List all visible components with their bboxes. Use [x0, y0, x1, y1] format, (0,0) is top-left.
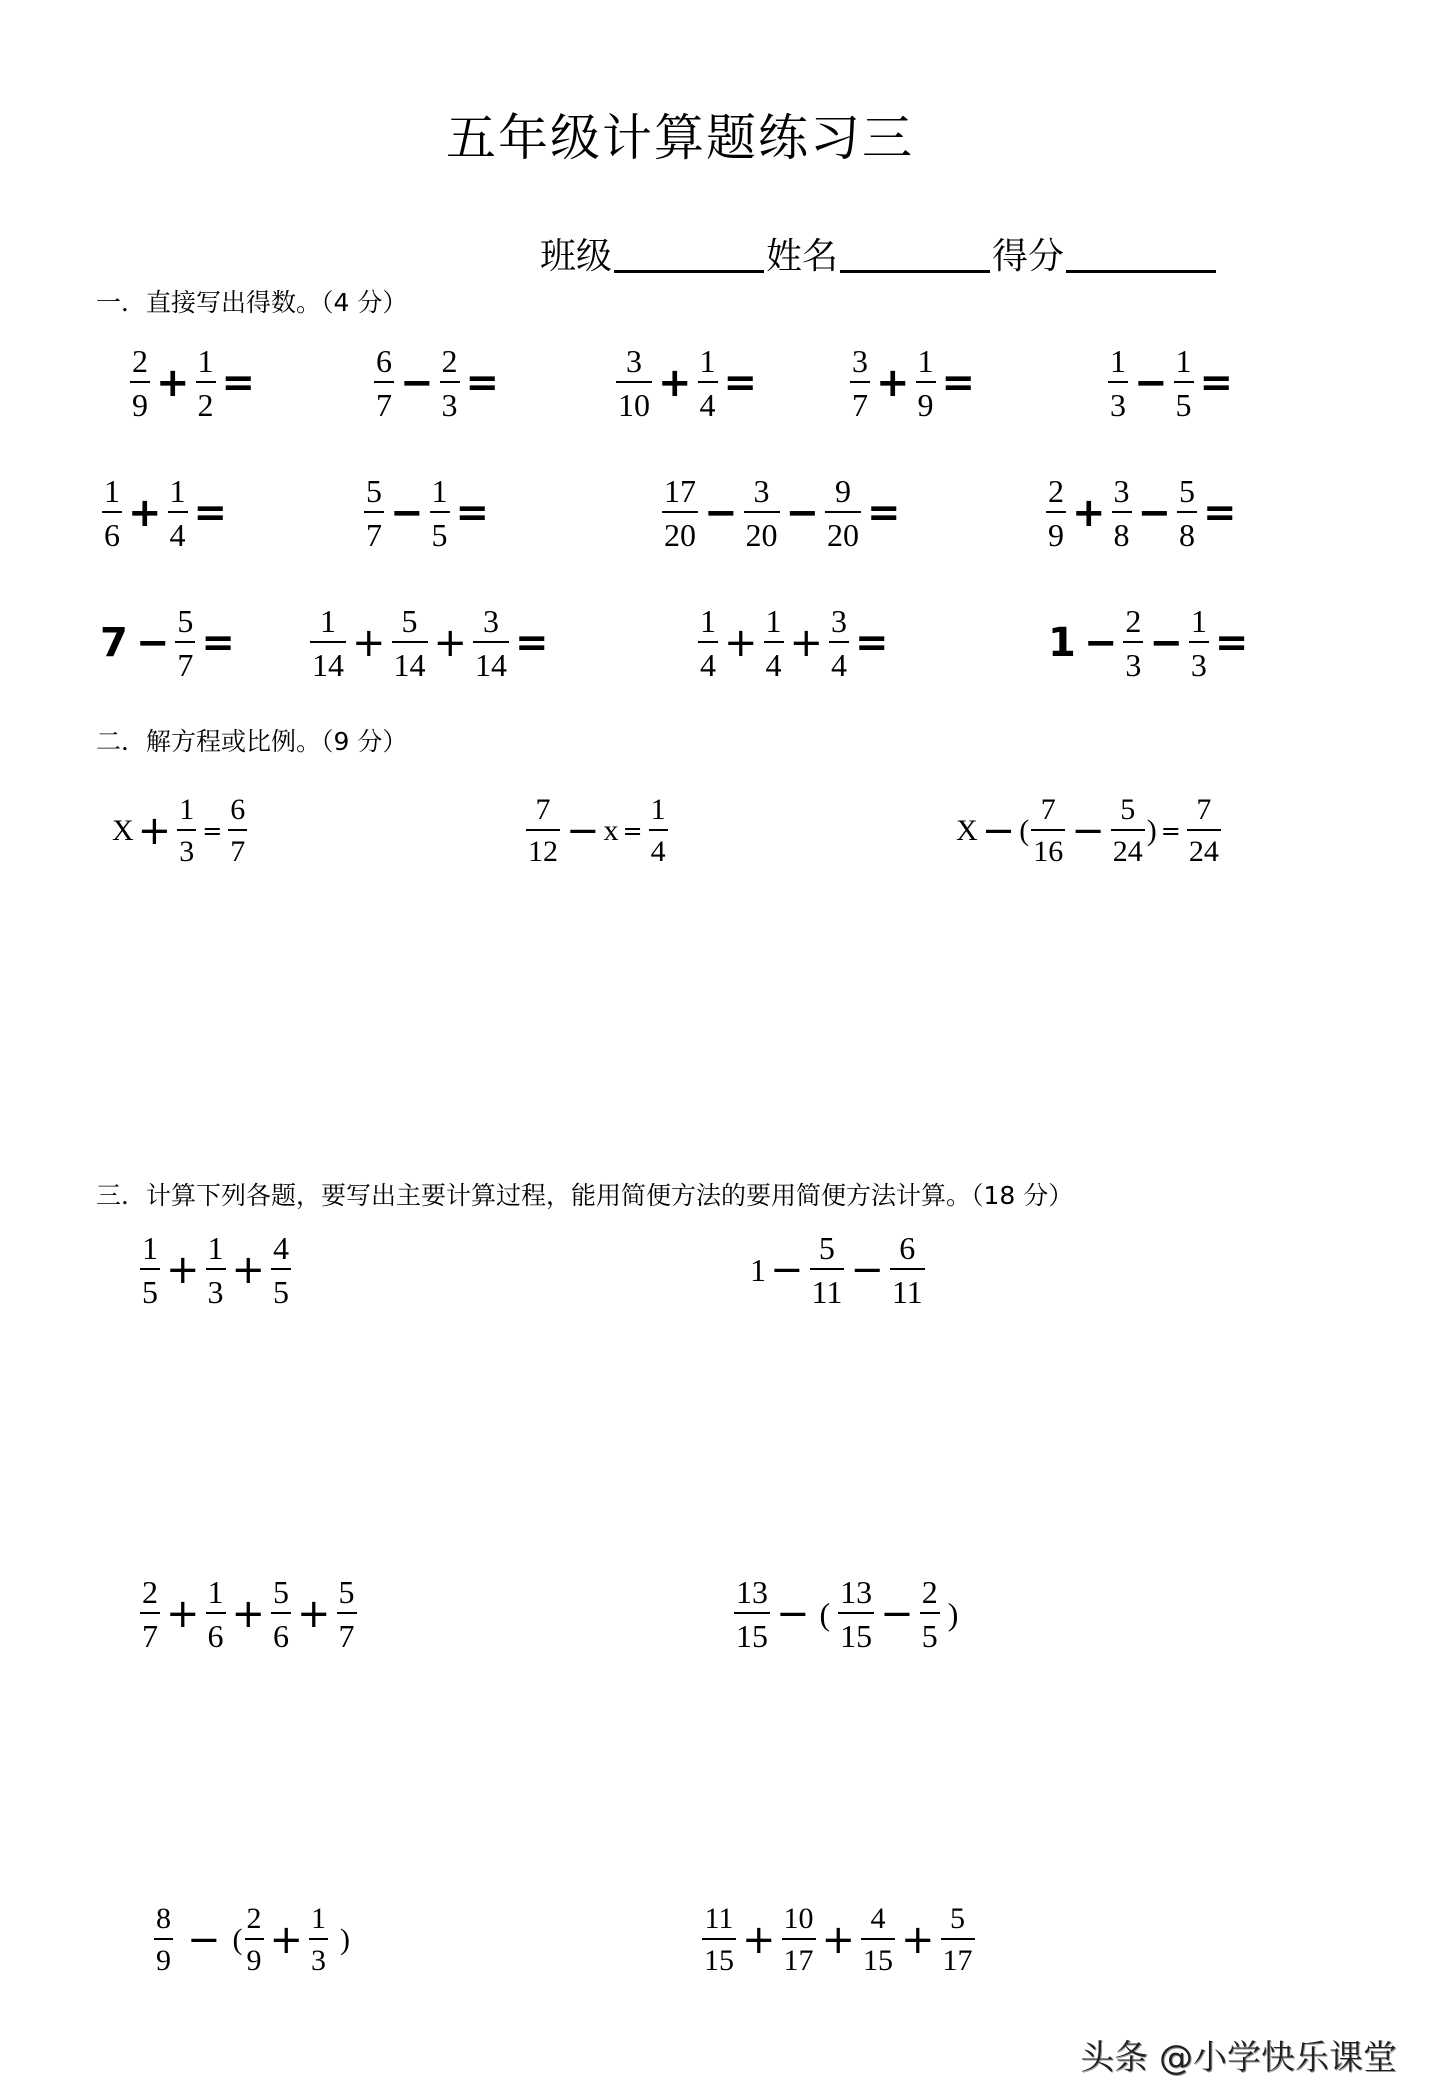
problem-1-12: $\frac{1}{4}$ + $\frac{1}{4}$ + $\frac{3}{4}$ = — [700, 603, 889, 683]
equation-2: $\frac{7}{12}$ − x = $\frac{1}{4}$ — [528, 793, 666, 868]
section1-heading: 一．直接写出得数。（4 分） — [96, 288, 408, 317]
equation-1: X + $\frac{1}{3}$ = $\frac{6}{7}$ — [112, 793, 246, 868]
calc-3: $\frac{2}{7}$ + $\frac{1}{6}$ + $\frac{5}{6}$ + $\frac{5}{7}$ — [142, 1574, 355, 1654]
section3-heading: 三．计算下列各题，要写出主要计算过程，能用简便方法的要用简便方法计算。（18 分） — [96, 1181, 1074, 1210]
calc-6: $\frac{11}{15}$ + $\frac{10}{17}$ + $\frac{4}{15}$ + $\frac{5}{17}$ — [704, 1902, 973, 1977]
problem-1-7: $\frac{5}{7}$ − $\frac{1}{5}$ = — [366, 473, 490, 553]
problem-1-8: $\frac{17}{20}$ − $\frac{3}{20}$ − $\frac{9}{20}$ = — [664, 473, 901, 553]
section2-heading: 二．解方程或比例。（9 分） — [96, 727, 408, 756]
problem-1-2: $\frac{6}{7}$ − $\frac{2}{3}$ = — [376, 343, 500, 423]
equation-3: X − ( $\frac{7}{16}$ − $\frac{5}{24}$ ) = $\frac{7}{24}$ — [956, 793, 1219, 868]
class-label: 班级 — [540, 236, 613, 277]
score-label: 得分 — [992, 236, 1065, 277]
problem-1-13: 1 − $\frac{2}{3}$ − $\frac{1}{3}$ = — [1048, 603, 1249, 683]
problem-1-6: $\frac{1}{6}$ + $\frac{1}{4}$ = — [104, 473, 228, 553]
problem-1-3: $\frac{3}{10}$ + $\frac{1}{4}$ = — [618, 343, 758, 423]
calc-4: $\frac{13}{15}$ − ( $\frac{13}{15}$ − $\frac{2}{5}$ ) — [736, 1574, 959, 1654]
problem-1-10: 7 − $\frac{5}{7}$ = — [100, 603, 235, 683]
problem-1-11: $\frac{1}{14}$ + $\frac{5}{14}$ + $\frac{3}{14}$ = — [312, 603, 549, 683]
page-title: 五年级计算题练习三 — [446, 109, 914, 167]
name-label: 姓名 — [766, 236, 839, 277]
student-info-header — [540, 228, 1218, 279]
problem-1-9: $\frac{2}{9}$ + $\frac{3}{8}$ − $\frac{5}{8}$ = — [1048, 473, 1237, 553]
name-blank[interactable] — [840, 269, 990, 273]
score-blank[interactable] — [1066, 269, 1216, 273]
calc-5: $\frac{8}{9}$ − ( $\frac{2}{9}$ + $\frac{1}{3}$ ) — [156, 1902, 351, 1977]
calc-1: $\frac{1}{5}$ + $\frac{1}{3}$ + $\frac{4}{5}$ — [142, 1230, 290, 1310]
problem-1-5: $\frac{1}{3}$ − $\frac{1}{5}$ = — [1110, 343, 1234, 423]
watermark: 头条 @小学快乐课堂 — [1080, 2038, 1397, 2078]
class-blank[interactable] — [614, 269, 764, 273]
problem-1-1: $\frac{2}{9}$ + $\frac{1}{2}$ = — [132, 343, 256, 423]
calc-2: 1 − $\frac{5}{11}$ − $\frac{6}{11}$ — [750, 1230, 923, 1310]
problem-1-4: $\frac{3}{7}$ + $\frac{1}{9}$ = — [852, 343, 976, 423]
